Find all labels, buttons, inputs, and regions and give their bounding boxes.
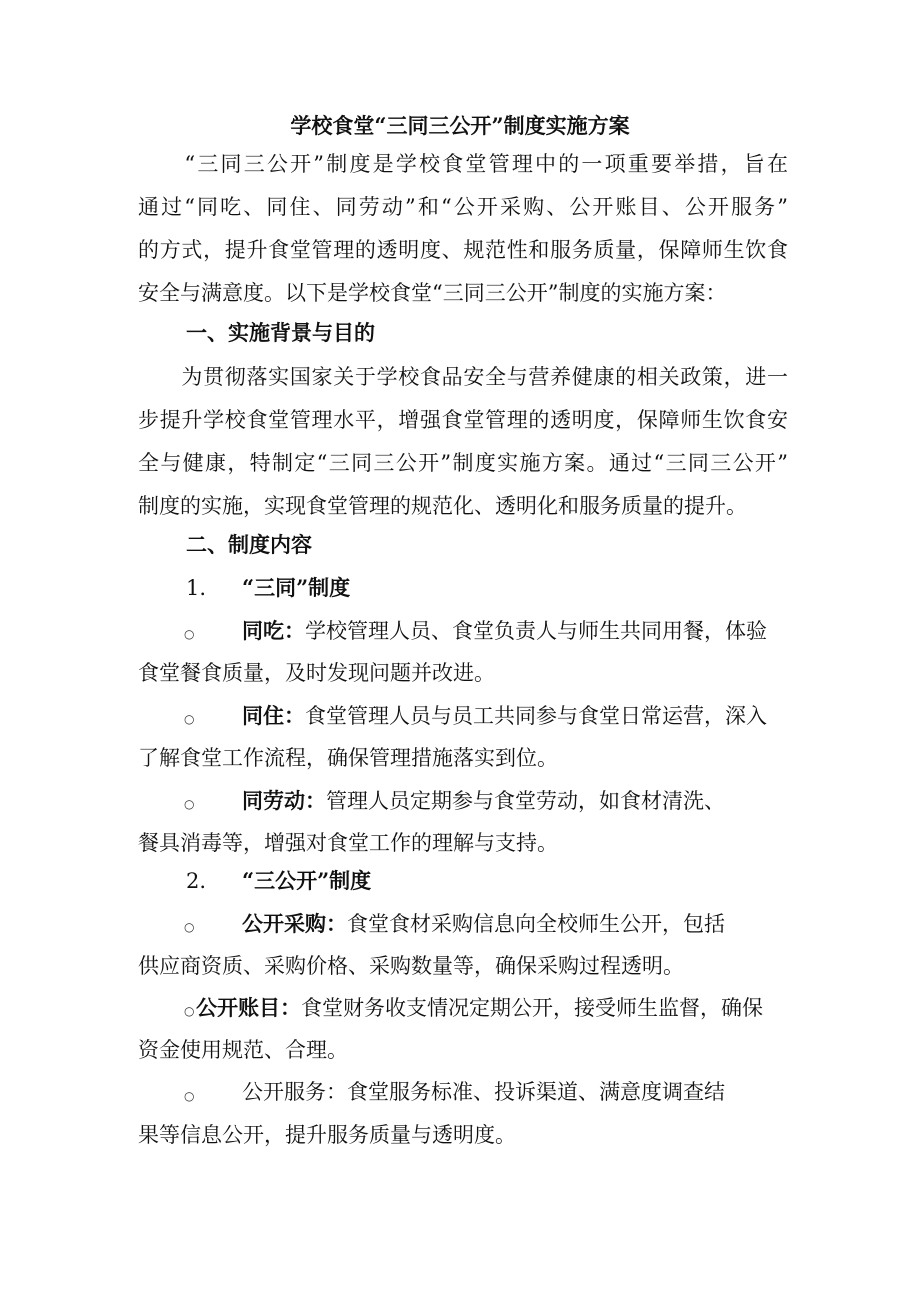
sub-item-key: 公开账目： <box>196 995 301 1020</box>
item-label: “三同”制度 <box>242 575 351 600</box>
bullet-circle-icon: ○ <box>184 797 195 811</box>
bullet-circle-icon: ○ <box>184 1089 195 1103</box>
sub-item-key: 公开服务： <box>242 1080 347 1104</box>
intro-line: “三同三公开”制度是学校食堂管理中的一项重要举措，旨在 <box>138 152 788 176</box>
intro-paragraph <box>138 143 788 315</box>
section1-heading: 一、实施背景与目的 <box>186 320 375 345</box>
bullet-circle-icon: ○ <box>184 627 195 641</box>
sub-item-text: 管理人员定期参与食堂劳动，如食材清洗、 <box>326 789 725 813</box>
item-label: “三公开”制度 <box>242 868 372 893</box>
section1-line: 为贯彻落实国家关于学校食品安全与营养健康的相关政策，进一 <box>138 365 788 389</box>
sub-item-continuation: 供应商资质、采购价格、采购数量等，确保采购过程透明。 <box>138 954 684 978</box>
sub-item-text: 食堂服务标准、投诉渠道、满意度调查结 <box>347 1080 725 1104</box>
numbered-item-1 <box>186 568 350 608</box>
bullet-circle-icon: ○ <box>184 1004 195 1018</box>
sub-item-tonglaodong <box>138 779 788 865</box>
document-title: 学校食堂“三同三公开”制度实施方案 <box>290 113 630 138</box>
sub-item-continuation: 餐具消毒等，增强对食堂工作的理解与支持。 <box>138 831 558 855</box>
bullet-circle-icon: ○ <box>184 712 195 726</box>
sub-item-key: 公开采购： <box>242 911 347 936</box>
bullet-circle-icon: ○ <box>184 920 195 934</box>
sub-item-continuation: 果等信息公开，提升服务质量与透明度。 <box>138 1123 516 1147</box>
sub-item-key: 同吃： <box>242 618 305 643</box>
section2-heading: 二、制度内容 <box>186 532 312 557</box>
intro-line: 通过“同吃、同住、同劳动”和“公开采购、公开账目、公开服务” <box>138 195 788 219</box>
sub-item-key: 同住： <box>242 703 305 728</box>
sub-item-gongkai-fuwu <box>138 1071 788 1157</box>
section1-paragraph <box>138 356 788 528</box>
sub-item-text: 学校管理人员、食堂负责人与师生共同用餐，体验 <box>305 619 767 643</box>
section1-line: 制度的实施，实现食堂管理的规范化、透明化和服务质量的提升。 <box>138 494 747 518</box>
sub-item-key: 同劳动： <box>242 788 326 813</box>
item-number: 1. <box>186 576 207 600</box>
intro-line: 的方式，提升食堂管理的透明度、规范性和服务质量，保障师生饮食 <box>138 238 788 262</box>
sub-item-continuation: 食堂餐食质量，及时发现问题并改进。 <box>138 661 495 685</box>
sub-item-gongkai-caigou <box>138 902 788 988</box>
sub-item-tongzhu <box>138 694 788 780</box>
numbered-item-2 <box>186 861 371 901</box>
intro-line: 安全与满意度。以下是学校食堂“三同三公开”制度的实施方案： <box>138 281 727 305</box>
section1-line: 全与健康，特制定“三同三公开”制度实施方案。通过“三同三公开” <box>138 451 788 475</box>
sub-item-continuation: 了解食堂工作流程，确保管理措施落实到位。 <box>138 746 558 770</box>
sub-item-text: 食堂管理人员与员工共同参与食堂日常运营，深入 <box>305 704 767 728</box>
sub-item-text: 食堂财务收支情况定期公开，接受师生监督，确保 <box>301 996 763 1020</box>
item-number: 2. <box>186 869 207 893</box>
section1-line: 步提升学校食堂管理水平，增强食堂管理的透明度，保障师生饮食安 <box>138 408 788 432</box>
sub-item-tongchi <box>138 609 788 695</box>
sub-item-text: 食堂食材采购信息向全校师生公开，包括 <box>347 912 725 936</box>
sub-item-continuation: 资金使用规范、合理。 <box>138 1038 348 1062</box>
sub-item-gongkai-zhangmu <box>138 986 788 1072</box>
